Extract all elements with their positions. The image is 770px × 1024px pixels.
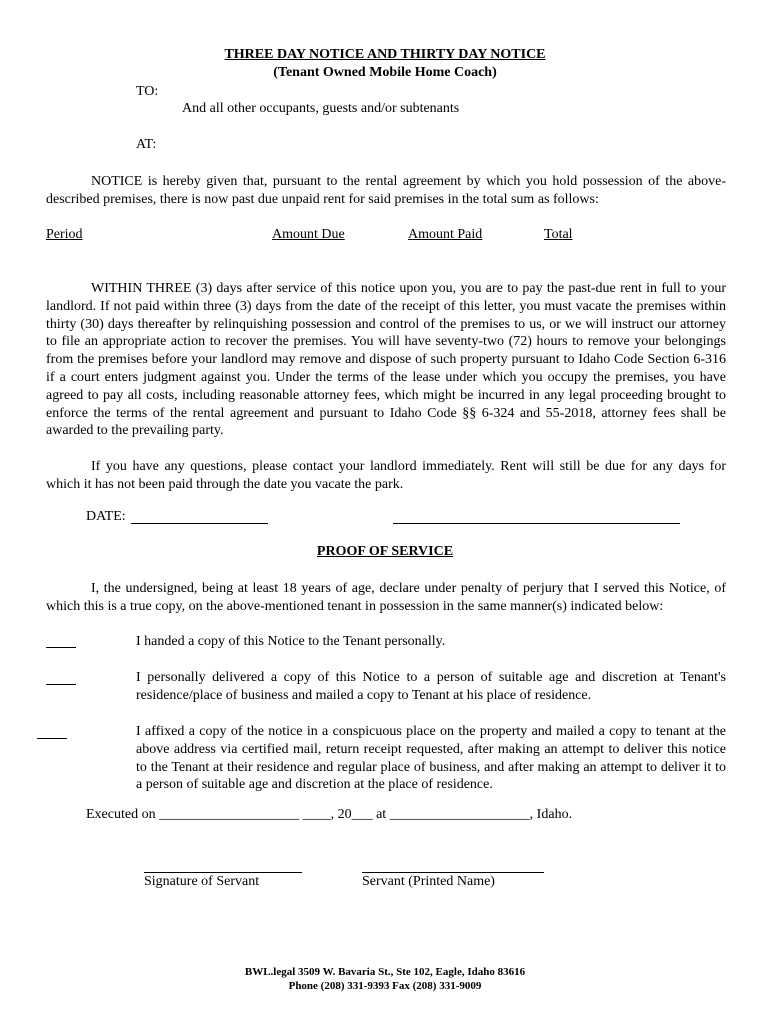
servant-signature-line[interactable] [144, 872, 302, 873]
service-option-1-checkbox-line[interactable] [46, 647, 76, 648]
service-option-1: I handed a copy of this Notice to the Tenant personally. [136, 634, 446, 649]
at-label: AT: [136, 137, 157, 152]
footer-address: BWL.legal 3509 W. Bavaria St., Ste 102, Eagle, Idaho 83616 [244, 966, 526, 978]
declaration-paragraph: I, the undersigned, being at least 18 years of age, declare under penalty of perjury that I served this Notice, of which this is a true copy, on the above-mentioned tenant in possession in the same manner(s) indicated below: [46, 581, 726, 614]
servant-signature-label: Signature of Servant [144, 874, 260, 889]
document-subtitle: (Tenant Owned Mobile Home Coach) [273, 65, 497, 80]
servant-printed-name-line[interactable] [362, 872, 544, 873]
service-option-2-checkbox-line[interactable] [46, 684, 76, 685]
to-label: TO: [136, 84, 159, 99]
service-option-3-checkbox-line[interactable] [37, 738, 67, 739]
executed-line: Executed on ____________________ ____, 20___ at ____________________, Idaho. [86, 807, 573, 822]
occupants-line: And all other occupants, guests and/or subtenants [182, 101, 460, 116]
column-header-amount-paid: Amount Paid [408, 227, 483, 242]
column-header-period: Period [46, 227, 83, 242]
servant-printed-name-label: Servant (Printed Name) [362, 874, 495, 889]
column-header-total: Total [544, 227, 573, 242]
service-option-2: I personally delivered a copy of this Notice to a person of suitable age and discretion at Tenant's residence/place of business and mailed a copy to Tenant at his place of residence. [136, 670, 726, 703]
terms-paragraph: WITHIN THREE (3) days after service of this notice upon you, you are to pay the past-due rent in full to your landlord. If not paid within three (3) days from the date of the receipt of this letter, you must vacate the premises within thirty (30) days thereafter by relinquishing possession and control of the premises to us, or we will instruct our attorney to file an appropriate action to recover the premises. You will have seventy-two (72) hours to remove your belongings from the premises before your landlord may remove and dispose of such property pursuant to Idaho Code Section 6-316 if a court enters judgment against you. Under the terms of the lease under which you occupy the premises, you have agreed to pay all costs, including reasonable attorney fees, which might be incurred in any legal proceeding brought to enforce the terms of the rental agreement and pursuant to Idaho Code §§ 6-324 and 55-2018, attorney fees shall be awarded to the prevailing party. [46, 281, 726, 439]
column-header-amount-due: Amount Due [272, 227, 345, 242]
questions-paragraph: If you have any questions, please contact your landlord immediately. Rent will still be due for any days for which it has not been paid through the date you vacate the park. [46, 459, 726, 492]
date-label: DATE: [86, 509, 126, 524]
date-blank-line[interactable] [131, 523, 268, 524]
service-option-3: I affixed a copy of the notice in a conspicuous place on the property and mailed a copy to tenant at the above address via certified mail, return receipt requested, after making an attempt to deliver this notice to the Tenant at their residence and regular place of business, and after making an attempt to deliver it to a person of suitable age and discretion at the place of residence. [136, 724, 726, 793]
footer-phone-fax: Phone (208) 331-9393 Fax (208) 331-9009 [288, 980, 482, 992]
landlord-signature-line[interactable] [393, 523, 680, 524]
proof-of-service-heading: PROOF OF SERVICE [316, 544, 454, 559]
document-title: THREE DAY NOTICE AND THIRTY DAY NOTICE [224, 47, 546, 62]
notice-paragraph: NOTICE is hereby given that, pursuant to the rental agreement by which you hold possession of the above-described premises, there is now past due unpaid rent for said premises in the total sum as follows: [46, 174, 726, 207]
